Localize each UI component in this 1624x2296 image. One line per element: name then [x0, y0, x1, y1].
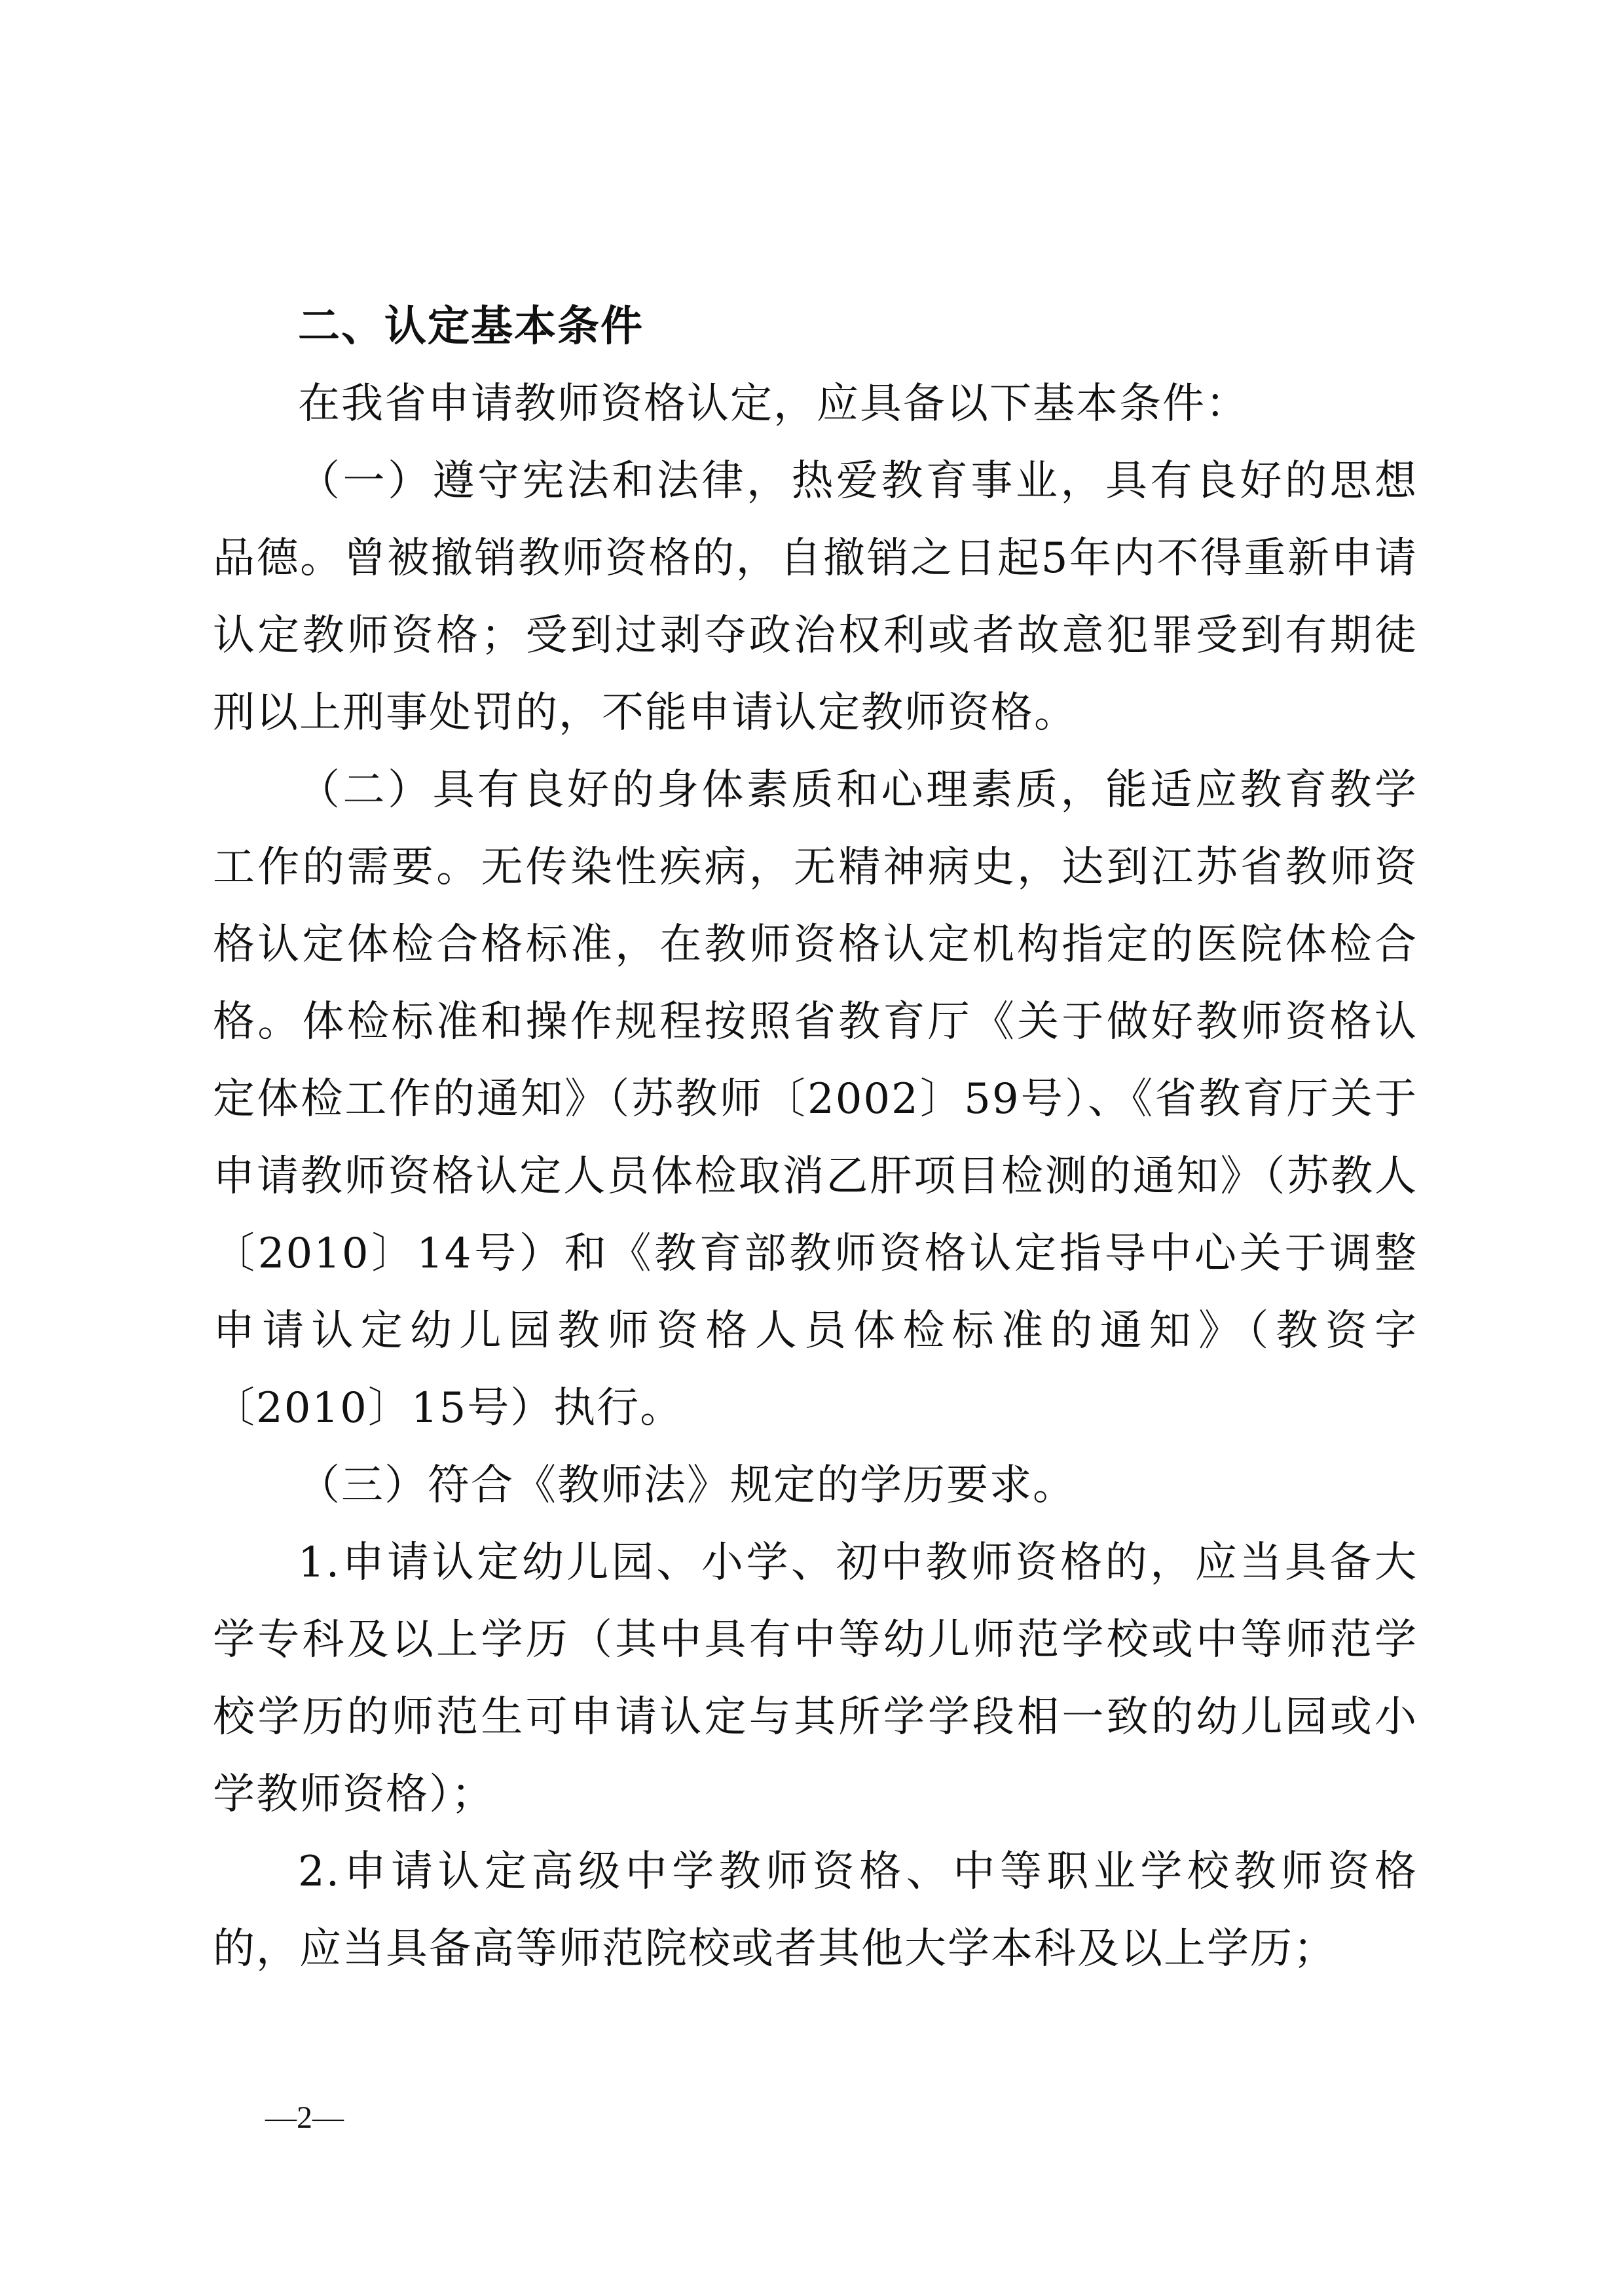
paragraph-intro: 在我省申请教师资格认定，应具备以下基本条件： — [298, 380, 1249, 428]
paragraph-item-2: 2.申请认定高级中学教师资格、中等职业学校教师资格的，应当具备高等师范院校或者其他大学本科及以上学历； — [213, 1848, 1418, 1973]
document-body — [213, 288, 1418, 1988]
paragraph-item-1: 1.申请认定幼儿园、小学、初中教师资格的，应当具备大学专科及以上学历（其中具有中等幼儿师范学校或中等师范学校学历的师范生可申请认定与其所学学段相一致的幼儿园或小学教师资格）； — [213, 1539, 1418, 1819]
page-number: —2— — [265, 2100, 344, 2135]
paragraph-condition-1: （一）遵守宪法和法律，热爱教育事业，具有良好的思想品德。曾被撤销教师资格的，自撤销之日起5年内不得重新申请认定教师资格；受到过剥夺政治权利或者故意犯罪受到有期徒刑以上刑事处罚的，不能申请认定教师资格。 — [213, 457, 1418, 737]
section-heading: 二、认定基本条件 — [298, 302, 644, 351]
paragraph-condition-3: （三）符合《教师法》规定的学历要求。 — [298, 1461, 1076, 1510]
paragraph-condition-2: （二）具有良好的身体素质和心理素质，能适应教育教学工作的需要。无传染性疾病，无精神病史，达到江苏省教师资格认定体检合格标准，在教师资格认定机构指定的医院体检合格。体检标准和操作规程按照省教育厅《关于做好教师资格认定体检工作的通知》（苏教师〔2002〕59号）、《省教育厅关于申请教师资格认定人员体检取消乙肝项目检测的通知》（苏教人〔2010〕14号）和《教育部教师资格认定指导中心关于调整申请认定幼儿园教师资格人员体检标准的通知》（教资字〔2010〕15号）执行。 — [213, 766, 1418, 1432]
